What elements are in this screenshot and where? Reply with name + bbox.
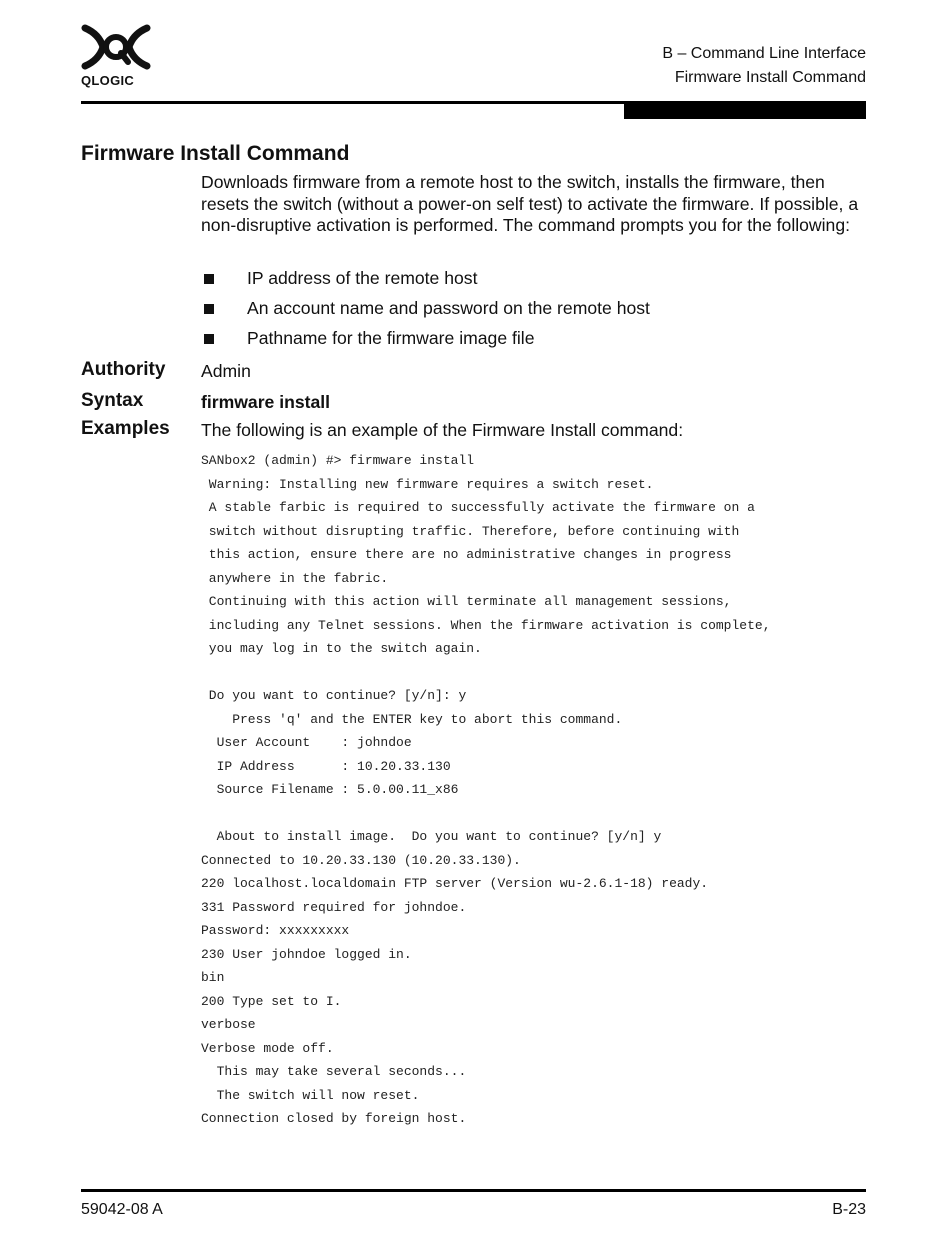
bullet-text: Pathname for the firmware image file <box>247 328 535 348</box>
intro-paragraph: Downloads firmware from a remote host to the switch, installs the firmware, then resets the switch (without a power-on self test) to activate the firmware. If possible, a non-disruptive activation is performed. The command prompts you for the following: <box>201 172 859 236</box>
qlogic-logo <box>81 24 151 92</box>
header-subsection: Firmware Install Command <box>674 69 866 86</box>
bullet-text: An account name and password on the remote host <box>247 298 650 318</box>
footer-rule <box>81 1189 866 1192</box>
syntax-value: firmware install <box>201 392 331 412</box>
bullet-square-icon <box>204 334 214 344</box>
qlogic-logo-icon <box>81 24 151 70</box>
logo-wordmark: QLOGIC <box>81 73 135 88</box>
examples-label: Examples <box>81 418 170 439</box>
footer-page-number: B-23 <box>832 1201 866 1218</box>
examples-intro: The following is an example of the Firmware Install command: <box>201 420 684 440</box>
page-title: Firmware Install Command <box>81 142 350 165</box>
bullet-text: IP address of the remote host <box>247 268 478 288</box>
footer-doc-number: 59042-08 A <box>81 1201 163 1218</box>
header-section: B – Command Line Interface <box>662 45 866 62</box>
authority-label: Authority <box>81 359 166 380</box>
bullet-square-icon <box>204 304 214 314</box>
authority-value: Admin <box>201 361 251 381</box>
bullet-square-icon <box>204 274 214 284</box>
header-tab-bar <box>624 104 866 119</box>
syntax-label: Syntax <box>81 390 144 411</box>
example-code-block: SANbox2 (admin) #> firmware install Warning: Installing new firmware requires a switch reset. A stable farbic is required to successfully activate the firmware on a switch without disrupting traffic. Therefore, before continuing with this action, ensure there are no administrative changes in progress anywhere in the fabric. Continuing with this action will terminate all management sessions, including any Telnet sessions. When the firmware activation is complete, you may log in to the switch again. Do you want to continue? [y/n]: y Press 'q' and the ENTER key to abort this command. User Account : johndoe IP Address : 10.20.33.130 Source Filename : 5.0.00.11_x86 About to install image. Do you want to continue? [y/n] y Connected to 10.20.33.130 (10.20.33.130). 220 localhost.localdomain FTP server (Version wu-2.6.1-18) ready. 331 Password required for johndoe. Password: xxxxxxxxx 230 User johndoe logged in. bin 200 Type set to I. verbose Verbose mode off. This may take several seconds... The switch will now reset. Connection closed by foreign host. <box>201 453 771 1126</box>
